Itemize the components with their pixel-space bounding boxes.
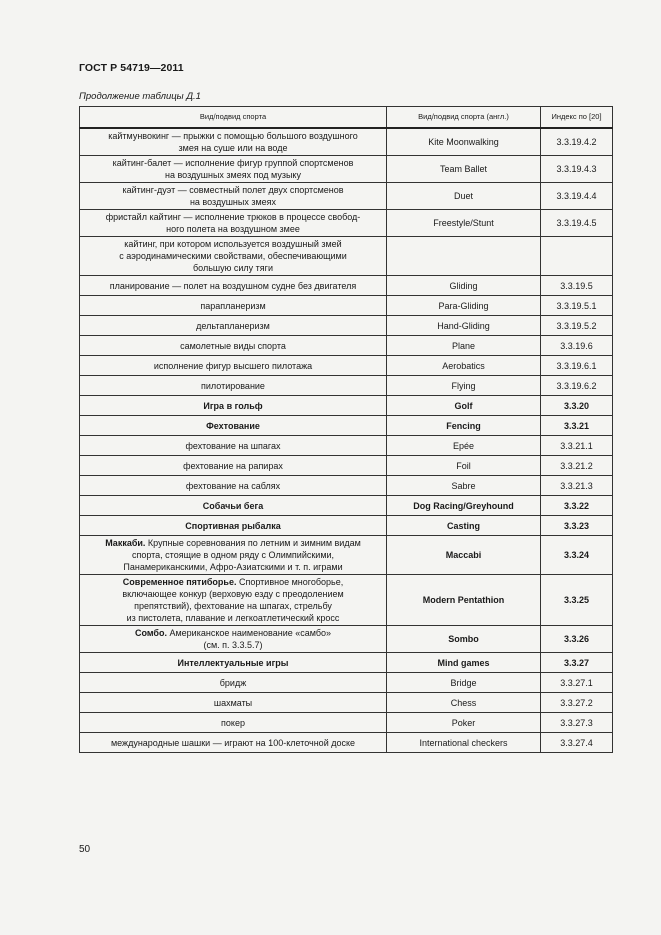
cell-sport-ru-line: ного полета на воздушном змее: [166, 224, 300, 234]
cell-sport-ru-line: на воздушных змеях под музыку: [165, 170, 301, 180]
cell-index: 3.3.19.4.4: [541, 183, 613, 210]
cell-index: 3.3.21.2: [541, 456, 613, 476]
cell-index: 3.3.19.6.2: [541, 376, 613, 396]
cell-sport-en: Team Ballet: [387, 156, 541, 183]
table-row: [80, 356, 613, 376]
sports-classification-table: [79, 106, 613, 753]
cell-sport-en: Duet: [387, 183, 541, 210]
document-code: ГОСТ Р 54719—2011: [79, 62, 184, 74]
cell-sport-en: Aerobatics: [387, 356, 541, 376]
cell-sport-en: Mind games: [387, 653, 541, 673]
cell-sport-ru: [80, 237, 387, 276]
cell-sport-ru-line: Спортивная рыбалка: [185, 520, 281, 531]
cell-index: 3.3.19.4.5: [541, 210, 613, 237]
cell-sport-en: Fencing: [387, 416, 541, 436]
cell-sport-ru-line: покер: [221, 717, 245, 728]
table-row: [80, 183, 613, 210]
cell-sport-en: Gliding: [387, 276, 541, 296]
cell-sport-ru-line: фристайл кайтинг — исполнение трюков в процессе свобод-: [105, 212, 361, 222]
cell-sport-en: Freestyle/Stunt: [387, 210, 541, 237]
cell-sport-en: Kite Moonwalking: [387, 128, 541, 156]
table-row: [80, 156, 613, 183]
cell-sport-en: Plane: [387, 336, 541, 356]
cell-sport-ru: [80, 436, 387, 456]
cell-sport-ru-line: Интеллектуальные игры: [177, 657, 289, 668]
cell-index: 3.3.24: [541, 536, 613, 575]
cell-sport-ru: [80, 183, 387, 210]
table-row: [80, 436, 613, 456]
table-row: [80, 416, 613, 436]
cell-sport-en: Epée: [387, 436, 541, 456]
cell-sport-ru: [80, 536, 387, 575]
cell-sport-ru-line: бридж: [219, 677, 247, 688]
cell-index: 3.3.19.6.1: [541, 356, 613, 376]
cell-sport-ru-term: Современное пятиборье.: [122, 577, 237, 587]
column-header-index: Индекс по [20]: [541, 107, 613, 129]
cell-sport-en: Bridge: [387, 673, 541, 693]
cell-sport-ru-line: [83, 627, 383, 639]
cell-sport-en: Hand-Gliding: [387, 316, 541, 336]
table-row: [80, 237, 613, 276]
table-header-row: [80, 107, 613, 129]
cell-sport-en: Maccabi: [387, 536, 541, 575]
column-header-sport-ru: Вид/подвид спорта: [80, 107, 387, 129]
cell-index: [541, 237, 613, 276]
cell-sport-ru: [80, 376, 387, 396]
cell-index: 3.3.19.5.2: [541, 316, 613, 336]
cell-sport-ru-line: пилотирование: [201, 380, 265, 391]
cell-sport-ru-line: Собачьи бега: [202, 500, 264, 511]
cell-sport-ru: [80, 156, 387, 183]
cell-sport-ru-line: шахматы: [213, 697, 253, 708]
cell-sport-ru: [80, 575, 387, 626]
cell-sport-en: Dog Racing/Greyhound: [387, 496, 541, 516]
cell-sport-en: Foil: [387, 456, 541, 476]
table-row: [80, 316, 613, 336]
table-row: [80, 713, 613, 733]
cell-sport-ru-line: самолетные виды спорта: [180, 340, 286, 351]
table-row: [80, 673, 613, 693]
cell-sport-ru-line: кайтинг-дуэт — совместный полет двух спортсменов: [122, 185, 344, 195]
table-row: [80, 376, 613, 396]
cell-sport-ru-line: Фехтование: [206, 420, 260, 431]
cell-sport-ru-line: змея на суше или на воде: [178, 143, 288, 153]
cell-sport-ru-line: кайтинг-балет — исполнение фигур группой спортсменов: [112, 158, 354, 168]
table-row: [80, 626, 613, 653]
cell-sport-ru: [80, 316, 387, 336]
table-row: [80, 456, 613, 476]
cell-sport-en: Sombo: [387, 626, 541, 653]
cell-sport-ru-text: Спортивное многоборье,: [236, 577, 344, 587]
cell-sport-ru: [80, 673, 387, 693]
cell-sport-ru: [80, 456, 387, 476]
cell-sport-ru: [80, 476, 387, 496]
cell-sport-ru: [80, 356, 387, 376]
cell-index: 3.3.19.4.2: [541, 128, 613, 156]
cell-sport-ru: [80, 276, 387, 296]
table-body: [80, 128, 613, 753]
cell-sport-ru: [80, 416, 387, 436]
cell-sport-ru-line: [83, 537, 383, 549]
cell-sport-ru-line: фехтование на шпагах: [185, 440, 281, 451]
cell-sport-ru: [80, 713, 387, 733]
cell-sport-ru-line: кайтмунвокинг — прыжки с помощью большого воздушного: [108, 131, 358, 141]
cell-sport-ru-line: Панамериканскими, Афро-Азиатскими и т. п. играми: [123, 562, 343, 572]
cell-sport-ru-line: дельтапланеризм: [196, 320, 270, 331]
cell-sport-ru-line: фехтование на рапирах: [183, 460, 283, 471]
cell-sport-en: International checkers: [387, 733, 541, 753]
table-row: [80, 496, 613, 516]
cell-index: 3.3.23: [541, 516, 613, 536]
cell-index: 3.3.27: [541, 653, 613, 673]
cell-sport-ru-line: из пистолета, плавание и легкоатлетический кросс: [126, 613, 340, 623]
cell-sport-ru: [80, 733, 387, 753]
cell-sport-ru: [80, 516, 387, 536]
cell-sport-ru-line: с аэродинамическими свойствами, обеспечивающими: [119, 251, 347, 261]
cell-index: 3.3.25: [541, 575, 613, 626]
cell-sport-en: Para-Gliding: [387, 296, 541, 316]
cell-sport-en: Modern Pentathion: [387, 575, 541, 626]
cell-sport-ru-line: исполнение фигур высшего пилотажа: [153, 360, 313, 371]
table-row: [80, 575, 613, 626]
page-number: 50: [79, 844, 91, 855]
cell-sport-ru: [80, 396, 387, 416]
cell-index: 3.3.19.4.3: [541, 156, 613, 183]
cell-sport-en: Casting: [387, 516, 541, 536]
cell-sport-ru-line: Игра в гольф: [203, 400, 263, 411]
table-row: [80, 396, 613, 416]
table-row: [80, 693, 613, 713]
cell-sport-ru-line: планирование — полет на воздушном судне без двигателя: [109, 280, 357, 291]
cell-index: 3.3.21: [541, 416, 613, 436]
cell-sport-en: Poker: [387, 713, 541, 733]
table-row: [80, 653, 613, 673]
cell-sport-ru-term: Маккаби.: [105, 538, 146, 548]
cell-index: 3.3.27.4: [541, 733, 613, 753]
table-row: [80, 276, 613, 296]
cell-sport-ru-text: Американское наименование «самбо»: [166, 628, 331, 638]
cell-sport-ru-line: (см. п. 3.3.5.7): [203, 640, 263, 650]
cell-sport-en: Flying: [387, 376, 541, 396]
table-row: [80, 476, 613, 496]
cell-sport-ru: [80, 496, 387, 516]
cell-index: 3.3.21.3: [541, 476, 613, 496]
column-header-sport-en: Вид/подвид спорта (англ.): [387, 107, 541, 129]
table-row: [80, 296, 613, 316]
cell-sport-en: Sabre: [387, 476, 541, 496]
cell-sport-ru-line: кайтинг, при котором используется воздушный змей: [124, 239, 342, 249]
cell-index: 3.3.22: [541, 496, 613, 516]
cell-sport-ru-line: на воздушных змеях: [189, 197, 277, 207]
table-caption: Продолжение таблицы Д.1: [79, 91, 201, 102]
cell-index: 3.3.19.5: [541, 276, 613, 296]
cell-sport-ru: [80, 296, 387, 316]
cell-sport-ru-line: фехтование на саблях: [185, 480, 281, 491]
cell-sport-en: Golf: [387, 396, 541, 416]
table-row: [80, 128, 613, 156]
table-row: [80, 516, 613, 536]
cell-index: 3.3.26: [541, 626, 613, 653]
table-row: [80, 733, 613, 753]
table-row: [80, 210, 613, 237]
cell-sport-en: [387, 237, 541, 276]
cell-index: 3.3.27.3: [541, 713, 613, 733]
table-row: [80, 536, 613, 575]
cell-sport-ru: [80, 210, 387, 237]
cell-index: 3.3.27.1: [541, 673, 613, 693]
cell-index: 3.3.20: [541, 396, 613, 416]
cell-sport-ru-line: включающее конкур (верховую езду с преодолением: [122, 589, 344, 599]
cell-sport-ru-line: парапланеризм: [200, 300, 266, 311]
cell-sport-ru-term: Сомбо.: [135, 628, 167, 638]
cell-index: 3.3.19.5.1: [541, 296, 613, 316]
cell-sport-en: Chess: [387, 693, 541, 713]
cell-sport-ru-line: [83, 576, 383, 588]
cell-sport-ru-line: большую силу тяги: [193, 263, 273, 273]
cell-sport-ru: [80, 626, 387, 653]
cell-index: 3.3.19.6: [541, 336, 613, 356]
cell-index: 3.3.21.1: [541, 436, 613, 456]
cell-sport-ru-line: спорта, стоящие в одном ряду с Олимпийскими,: [131, 550, 335, 560]
table-row: [80, 336, 613, 356]
cell-sport-ru-text: Крупные соревнования по летним и зимним видам: [145, 538, 361, 548]
cell-sport-ru: [80, 653, 387, 673]
cell-sport-ru: [80, 336, 387, 356]
cell-index: 3.3.27.2: [541, 693, 613, 713]
cell-sport-ru: [80, 693, 387, 713]
cell-sport-ru-line: препятствий), фехтование на шпагах, стрельбу: [134, 601, 332, 611]
cell-sport-ru: [80, 128, 387, 156]
cell-sport-ru-line: международные шашки — играют на 100-клеточной доске: [110, 737, 356, 748]
